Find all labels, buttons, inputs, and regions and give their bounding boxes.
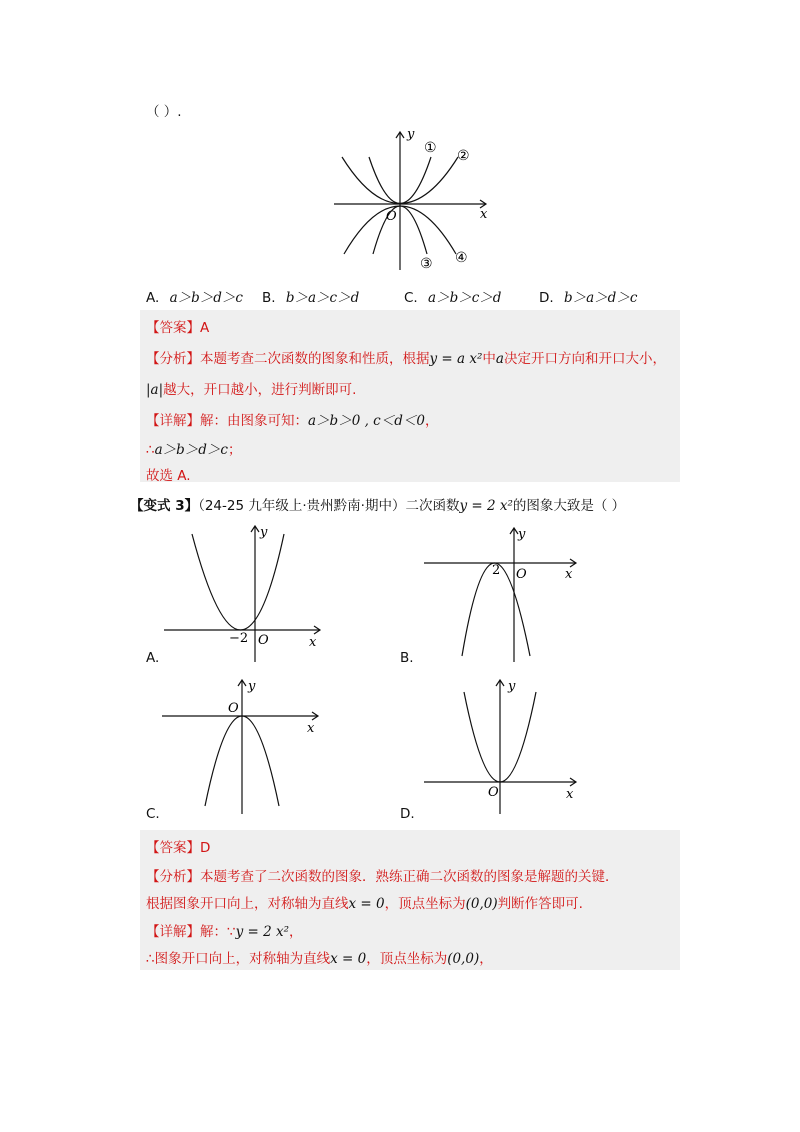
x-label: x <box>565 567 573 582</box>
graph-b[interactable] <box>422 526 582 664</box>
option-text: b＞a＞d＞c <box>563 290 638 306</box>
analysis-line-1: 【分析】本题考查了二次函数的图象．熟练正确二次函数的图象是解题的关键． <box>146 869 619 885</box>
question-bracket: （ ）. <box>146 104 182 120</box>
curve-label-3: ③ <box>420 256 433 272</box>
variant-heading <box>130 494 625 514</box>
y-label: y <box>248 679 256 694</box>
curve-label-4: ④ <box>455 250 468 266</box>
y-label: y <box>407 127 415 142</box>
origin-label: O <box>228 701 239 716</box>
option-key: B. <box>262 290 276 306</box>
detail-line-2: ∴a＞b＞d＞c； <box>146 442 242 458</box>
variant-question: 的图象大致是（ ） <box>512 498 626 514</box>
analysis-line-2: |a|越大，开口越小，进行判断即可. <box>146 382 357 398</box>
detail-line-1: 【详解】解：由图象可知：a＞b＞0 , c＜d＜0， <box>146 413 439 429</box>
option-key: C. <box>404 290 418 306</box>
parabola-figure-1 <box>328 124 498 272</box>
graph-b-key: B. <box>400 650 414 666</box>
curve-label-1: ① <box>424 140 437 156</box>
option-text: b＞a＞c＞d <box>285 290 360 306</box>
origin-label: O <box>516 567 527 582</box>
y-label: y <box>518 527 526 542</box>
answer-line: 【答案】A <box>146 320 210 336</box>
parabola <box>192 534 284 630</box>
solution-box-1 <box>140 310 680 482</box>
y-label: y <box>508 679 516 694</box>
option-text: a＞b＞c＞d <box>428 290 502 306</box>
solution-box-2 <box>140 830 680 970</box>
graph-a-key: A. <box>146 650 160 666</box>
answer-line: 【答案】D <box>146 840 211 856</box>
vertex-label: −2 <box>229 631 249 646</box>
variant-source: （24-25 九年级上·贵州黔南·期中）二次函数 <box>198 498 460 514</box>
variant-tag: 【变式 3】 <box>130 498 199 514</box>
graph-a[interactable] <box>160 522 325 664</box>
origin-label: O <box>386 209 397 224</box>
graph-c-key: C. <box>146 806 160 822</box>
origin-label: O <box>258 633 269 648</box>
analysis-line-2: 根据图象开口向上，对称轴为直线x = 0，顶点坐标为(0,0)判断作答即可. <box>146 896 583 912</box>
y-label: y <box>260 525 268 540</box>
variant-function: y = 2 x² <box>459 498 513 514</box>
vertex-label: 2 <box>492 563 501 578</box>
graph-d-key: D. <box>400 806 415 822</box>
x-label: x <box>566 787 574 802</box>
option-text: a＞b＞d＞c <box>169 290 243 306</box>
option-d[interactable] <box>539 286 637 306</box>
graph-c[interactable] <box>158 676 324 816</box>
option-b[interactable] <box>262 286 359 306</box>
x-label: x <box>480 207 488 222</box>
detail-line-1: 【详解】解：∵y = 2 x²， <box>146 924 303 940</box>
option-key: A. <box>146 290 160 306</box>
option-a[interactable] <box>146 286 243 306</box>
x-label: x <box>307 721 315 736</box>
option-key: D. <box>539 290 554 306</box>
conclusion-line: 故选 A. <box>146 468 191 484</box>
x-label: x <box>309 635 317 650</box>
graph-d[interactable] <box>422 676 582 816</box>
detail-line-2: ∴图象开口向上，对称轴为直线x = 0，顶点坐标为(0,0)， <box>146 951 493 967</box>
origin-label: O <box>488 785 499 800</box>
curve-label-2: ② <box>457 148 470 164</box>
analysis-line-1: 【分析】本题考查二次函数的图象和性质，根据y = a x²中a决定开口方向和开口大小， <box>146 351 666 367</box>
option-c[interactable] <box>404 286 501 306</box>
